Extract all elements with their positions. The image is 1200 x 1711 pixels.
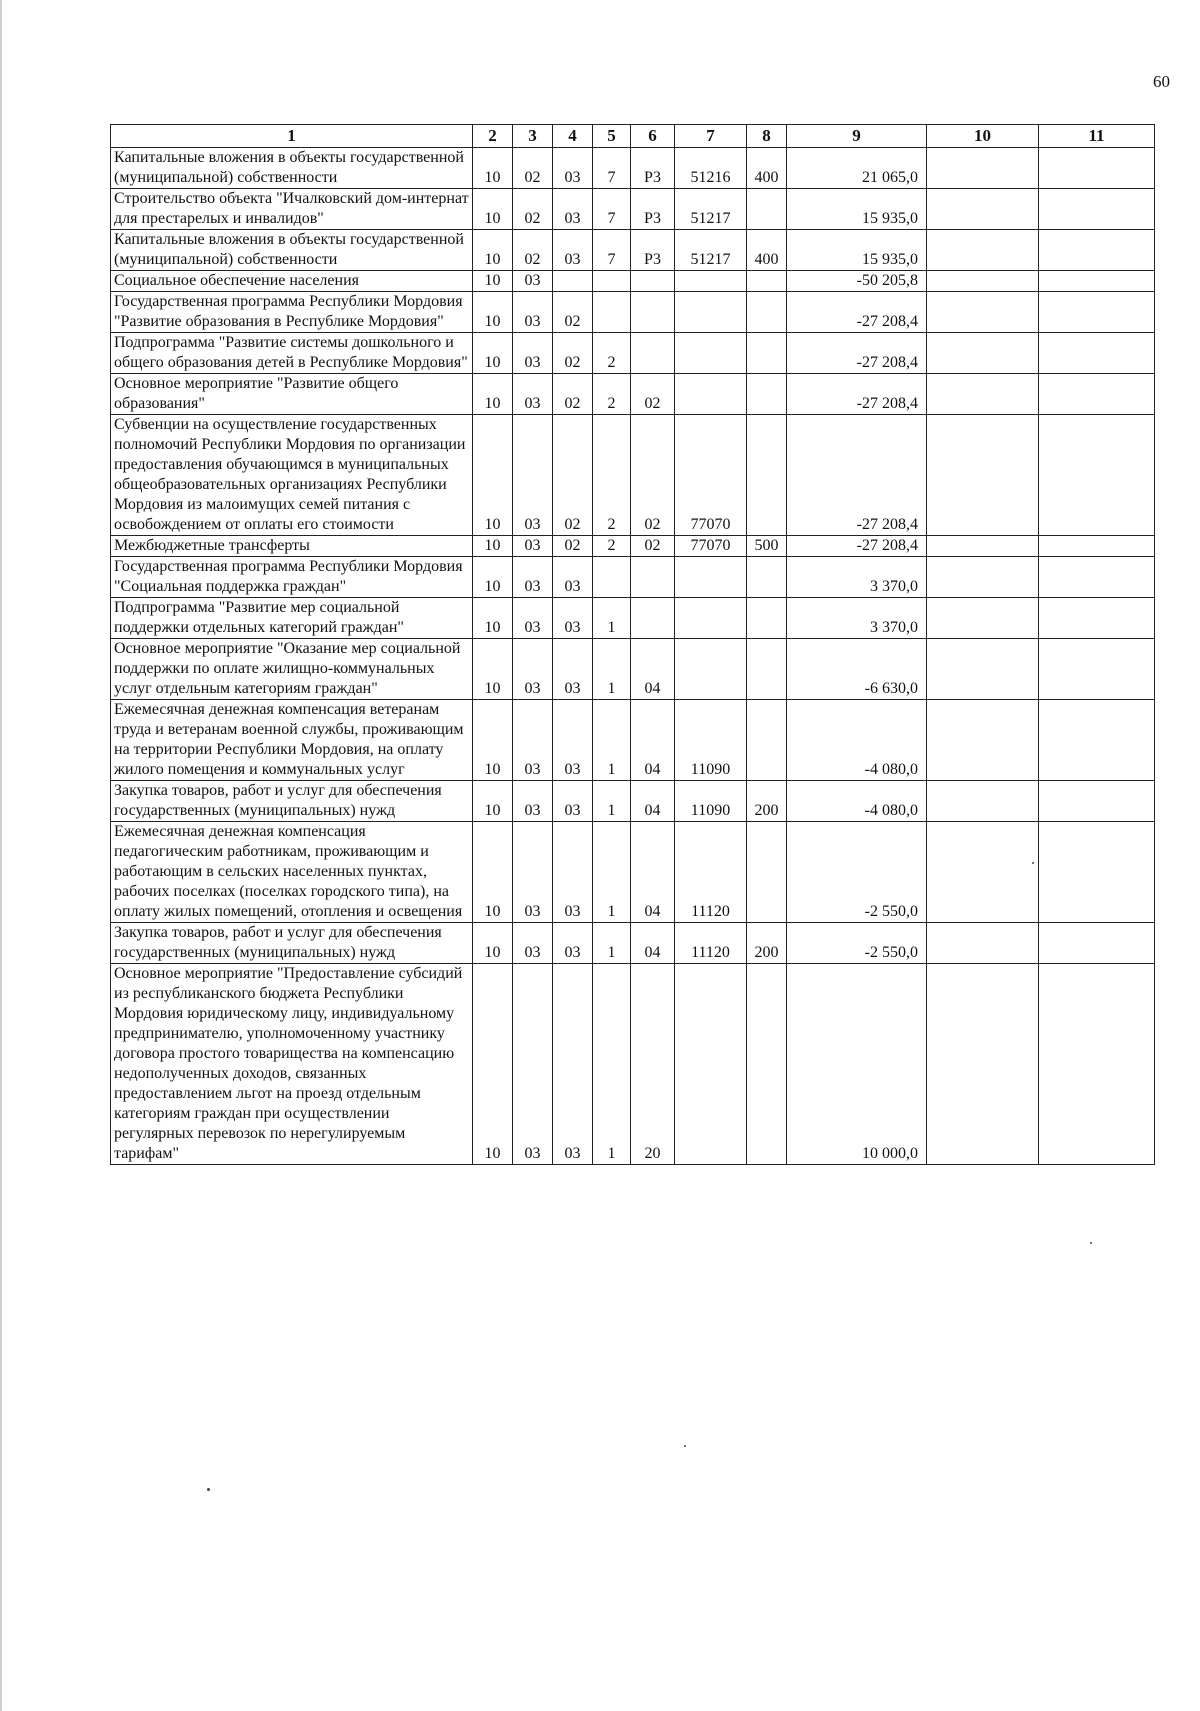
code-cell: 03: [513, 292, 553, 333]
code-cell: [747, 189, 787, 230]
row-name-cell: Закупка товаров, работ и услуг для обеспечения государственных (муниципальных) нужд: [111, 781, 473, 822]
table-body: [111, 148, 1155, 1165]
code-cell: 1: [593, 964, 631, 1165]
header-cell: 11: [1039, 125, 1155, 148]
code-cell: 51217: [675, 189, 747, 230]
code-cell: 03: [513, 374, 553, 415]
code-cell: [593, 271, 631, 292]
code-cell: [747, 964, 787, 1165]
table-row: [111, 415, 1155, 536]
empty-cell: [927, 374, 1039, 415]
table-row: [111, 781, 1155, 822]
code-cell: 03: [513, 271, 553, 292]
code-cell: 03: [553, 598, 593, 639]
code-cell: 77070: [675, 415, 747, 536]
empty-cell: [927, 148, 1039, 189]
code-cell: 04: [631, 781, 675, 822]
code-cell: 51217: [675, 230, 747, 271]
code-cell: [631, 271, 675, 292]
row-name-cell: Социальное обеспечение населения: [111, 271, 473, 292]
code-cell: 10: [473, 271, 513, 292]
amount-cell: -27 208,4: [787, 536, 927, 557]
code-cell: 2: [593, 374, 631, 415]
code-cell: 10: [473, 781, 513, 822]
amount-cell: -4 080,0: [787, 781, 927, 822]
row-name-cell: Строительство объекта "Ичалковский дом-интернат для престарелых и инвалидов": [111, 189, 473, 230]
code-cell: 03: [513, 822, 553, 923]
row-name-cell: Основное мероприятие "Предоставление субсидий из республиканского бюджета Республики Мордовия юридическому лицу, индивидуальному предпринимателю, уполномоченному участнику договора простого товарищества на компенсацию недополученных доходов, связанных предоставлением льгот на проезд отдельным категориям граждан при осуществлении регулярных перевозок по нерегулируемым тарифам": [111, 964, 473, 1165]
empty-cell: [1039, 271, 1155, 292]
scan-speck: [1032, 862, 1034, 864]
code-cell: 02: [631, 374, 675, 415]
code-cell: 1: [593, 639, 631, 700]
empty-cell: [927, 598, 1039, 639]
code-cell: 02: [553, 536, 593, 557]
empty-cell: [927, 333, 1039, 374]
code-cell: 1: [593, 923, 631, 964]
empty-cell: [927, 923, 1039, 964]
table-row: [111, 923, 1155, 964]
amount-cell: 15 935,0: [787, 189, 927, 230]
header-cell: 4: [553, 125, 593, 148]
code-cell: [747, 700, 787, 781]
row-name-cell: Подпрограмма "Развитие мер социальной поддержки отдельных категорий граждан": [111, 598, 473, 639]
header-cell: 2: [473, 125, 513, 148]
empty-cell: [1039, 781, 1155, 822]
code-cell: Р3: [631, 230, 675, 271]
code-cell: [675, 374, 747, 415]
code-cell: [747, 292, 787, 333]
code-cell: 2: [593, 415, 631, 536]
scan-speck: [207, 1488, 210, 1491]
empty-cell: [927, 292, 1039, 333]
code-cell: 02: [553, 292, 593, 333]
code-cell: 03: [553, 700, 593, 781]
table-row: [111, 374, 1155, 415]
empty-cell: [1039, 374, 1155, 415]
code-cell: Р3: [631, 148, 675, 189]
code-cell: 04: [631, 923, 675, 964]
code-cell: [747, 557, 787, 598]
code-cell: [631, 292, 675, 333]
code-cell: 7: [593, 148, 631, 189]
empty-cell: [1039, 822, 1155, 923]
code-cell: 03: [513, 923, 553, 964]
code-cell: 02: [513, 148, 553, 189]
code-cell: 7: [593, 189, 631, 230]
code-cell: 03: [513, 415, 553, 536]
empty-cell: [927, 964, 1039, 1165]
code-cell: 02: [553, 415, 593, 536]
code-cell: 03: [553, 781, 593, 822]
code-cell: 10: [473, 374, 513, 415]
code-cell: 02: [513, 189, 553, 230]
empty-cell: [1039, 964, 1155, 1165]
code-cell: 1: [593, 781, 631, 822]
code-cell: 03: [553, 557, 593, 598]
code-cell: [747, 374, 787, 415]
code-cell: 51216: [675, 148, 747, 189]
amount-cell: -2 550,0: [787, 822, 927, 923]
header-cell: 8: [747, 125, 787, 148]
code-cell: 03: [553, 964, 593, 1165]
code-cell: [747, 822, 787, 923]
code-cell: 10: [473, 189, 513, 230]
row-name-cell: Основное мероприятие "Оказание мер социальной поддержки по оплате жилищно-коммунальных услуг отдельным категориям граждан": [111, 639, 473, 700]
amount-cell: -27 208,4: [787, 415, 927, 536]
table-row: [111, 536, 1155, 557]
row-name-cell: Государственная программа Республики Мордовия "Развитие образования в Республике Мордовия": [111, 292, 473, 333]
code-cell: [631, 598, 675, 639]
scan-edge: [0, 0, 2, 1711]
code-cell: 200: [747, 781, 787, 822]
row-name-cell: Подпрограмма "Развитие системы дошкольного и общего образования детей в Республике Мордовия": [111, 333, 473, 374]
amount-cell: -27 208,4: [787, 292, 927, 333]
code-cell: 04: [631, 700, 675, 781]
empty-cell: [1039, 700, 1155, 781]
code-cell: [675, 557, 747, 598]
code-cell: 1: [593, 598, 631, 639]
code-cell: 02: [513, 230, 553, 271]
amount-cell: -4 080,0: [787, 700, 927, 781]
row-name-cell: Основное мероприятие "Развитие общего образования": [111, 374, 473, 415]
code-cell: 10: [473, 415, 513, 536]
code-cell: 11120: [675, 822, 747, 923]
code-cell: 11120: [675, 923, 747, 964]
scan-speck: [684, 1445, 686, 1447]
code-cell: 10: [473, 333, 513, 374]
code-cell: 10: [473, 536, 513, 557]
code-cell: 03: [553, 148, 593, 189]
code-cell: 04: [631, 822, 675, 923]
row-name-cell: Капитальные вложения в объекты государственной (муниципальной) собственности: [111, 230, 473, 271]
table-header: [111, 125, 1155, 148]
amount-cell: 15 935,0: [787, 230, 927, 271]
row-name-cell: Капитальные вложения в объекты государственной (муниципальной) собственности: [111, 148, 473, 189]
empty-cell: [927, 415, 1039, 536]
code-cell: 03: [513, 700, 553, 781]
code-cell: 10: [473, 148, 513, 189]
table-row: [111, 557, 1155, 598]
code-cell: 20: [631, 964, 675, 1165]
code-cell: 03: [513, 598, 553, 639]
table-row: [111, 148, 1155, 189]
amount-cell: -27 208,4: [787, 374, 927, 415]
empty-cell: [1039, 230, 1155, 271]
code-cell: [675, 639, 747, 700]
amount-cell: 3 370,0: [787, 598, 927, 639]
amount-cell: -27 208,4: [787, 333, 927, 374]
code-cell: 03: [553, 189, 593, 230]
code-cell: 77070: [675, 536, 747, 557]
table-row: [111, 189, 1155, 230]
empty-cell: [927, 536, 1039, 557]
code-cell: [747, 639, 787, 700]
code-cell: 03: [513, 333, 553, 374]
code-cell: 10: [473, 230, 513, 271]
code-cell: 03: [513, 536, 553, 557]
row-name-cell: Ежемесячная денежная компенсация ветеранам труда и ветеранам военной службы, проживающим на территории Республики Мордовия, на оплату жилого помещения и коммунальных услуг: [111, 700, 473, 781]
code-cell: 1: [593, 822, 631, 923]
code-cell: 04: [631, 639, 675, 700]
header-cell: 1: [111, 125, 473, 148]
empty-cell: [927, 271, 1039, 292]
empty-cell: [1039, 536, 1155, 557]
table-row: [111, 292, 1155, 333]
code-cell: [631, 333, 675, 374]
empty-cell: [1039, 148, 1155, 189]
code-cell: 500: [747, 536, 787, 557]
table-row: [111, 333, 1155, 374]
code-cell: 10: [473, 700, 513, 781]
code-cell: [675, 292, 747, 333]
code-cell: 1: [593, 700, 631, 781]
table-row: [111, 598, 1155, 639]
row-name-cell: Государственная программа Республики Мордовия "Социальная поддержка граждан": [111, 557, 473, 598]
empty-cell: [1039, 292, 1155, 333]
row-name-cell: Ежемесячная денежная компенсация педагогическим работникам, проживающим и работающим в сельских населенных пунктах, рабочих поселках (поселках городского типа), на оплату жилых помещений, отопления и освещения: [111, 822, 473, 923]
code-cell: 10: [473, 598, 513, 639]
header-cell: 6: [631, 125, 675, 148]
table-row: [111, 271, 1155, 292]
header-cell: 10: [927, 125, 1039, 148]
code-cell: 2: [593, 536, 631, 557]
code-cell: 03: [553, 639, 593, 700]
empty-cell: [927, 700, 1039, 781]
code-cell: [553, 271, 593, 292]
header-cell: 9: [787, 125, 927, 148]
table-row: [111, 230, 1155, 271]
code-cell: 11090: [675, 700, 747, 781]
code-cell: 10: [473, 557, 513, 598]
empty-cell: [1039, 189, 1155, 230]
code-cell: 03: [553, 822, 593, 923]
code-cell: 7: [593, 230, 631, 271]
code-cell: 03: [553, 230, 593, 271]
scan-speck: [1090, 1242, 1092, 1244]
code-cell: [675, 598, 747, 639]
amount-cell: -50 205,8: [787, 271, 927, 292]
row-name-cell: Закупка товаров, работ и услуг для обеспечения государственных (муниципальных) нужд: [111, 923, 473, 964]
table-row: [111, 639, 1155, 700]
code-cell: [631, 557, 675, 598]
code-cell: [675, 964, 747, 1165]
code-cell: 11090: [675, 781, 747, 822]
empty-cell: [1039, 333, 1155, 374]
code-cell: 02: [631, 415, 675, 536]
code-cell: 200: [747, 923, 787, 964]
code-cell: 10: [473, 639, 513, 700]
code-cell: [747, 271, 787, 292]
empty-cell: [927, 639, 1039, 700]
empty-cell: [927, 557, 1039, 598]
code-cell: 400: [747, 148, 787, 189]
budget-table: [110, 124, 1155, 1165]
amount-cell: -2 550,0: [787, 923, 927, 964]
code-cell: 03: [553, 923, 593, 964]
empty-cell: [927, 781, 1039, 822]
table-row: [111, 700, 1155, 781]
row-name-cell: Межбюджетные трансферты: [111, 536, 473, 557]
code-cell: 10: [473, 822, 513, 923]
code-cell: 400: [747, 230, 787, 271]
code-cell: [675, 333, 747, 374]
amount-cell: 3 370,0: [787, 557, 927, 598]
header-row: [111, 125, 1155, 148]
empty-cell: [1039, 415, 1155, 536]
code-cell: 10: [473, 292, 513, 333]
code-cell: 02: [553, 374, 593, 415]
code-cell: 10: [473, 923, 513, 964]
code-cell: [675, 271, 747, 292]
empty-cell: [1039, 598, 1155, 639]
empty-cell: [927, 822, 1039, 923]
code-cell: 02: [631, 536, 675, 557]
empty-cell: [1039, 557, 1155, 598]
amount-cell: 21 065,0: [787, 148, 927, 189]
amount-cell: 10 000,0: [787, 964, 927, 1165]
empty-cell: [1039, 639, 1155, 700]
page-number: 60: [1153, 72, 1170, 91]
code-cell: [747, 333, 787, 374]
code-cell: Р3: [631, 189, 675, 230]
header-cell: 3: [513, 125, 553, 148]
code-cell: 03: [513, 781, 553, 822]
amount-cell: -6 630,0: [787, 639, 927, 700]
code-cell: [593, 557, 631, 598]
code-cell: 03: [513, 639, 553, 700]
code-cell: 10: [473, 964, 513, 1165]
table-row: [111, 822, 1155, 923]
header-cell: 7: [675, 125, 747, 148]
code-cell: 03: [513, 557, 553, 598]
code-cell: 03: [513, 964, 553, 1165]
empty-cell: [927, 189, 1039, 230]
empty-cell: [927, 230, 1039, 271]
empty-cell: [1039, 923, 1155, 964]
row-name-cell: Субвенции на осуществление государственных полномочий Республики Мордовия по организации предоставления обучающимся в муниципальных общеобразовательных организациях Республики Мордовия из малоимущих семей питания с освобождением от оплаты его стоимости: [111, 415, 473, 536]
header-cell: 5: [593, 125, 631, 148]
code-cell: [747, 598, 787, 639]
table-row: [111, 964, 1155, 1165]
code-cell: 2: [593, 333, 631, 374]
code-cell: 02: [553, 333, 593, 374]
code-cell: [593, 292, 631, 333]
code-cell: [747, 415, 787, 536]
